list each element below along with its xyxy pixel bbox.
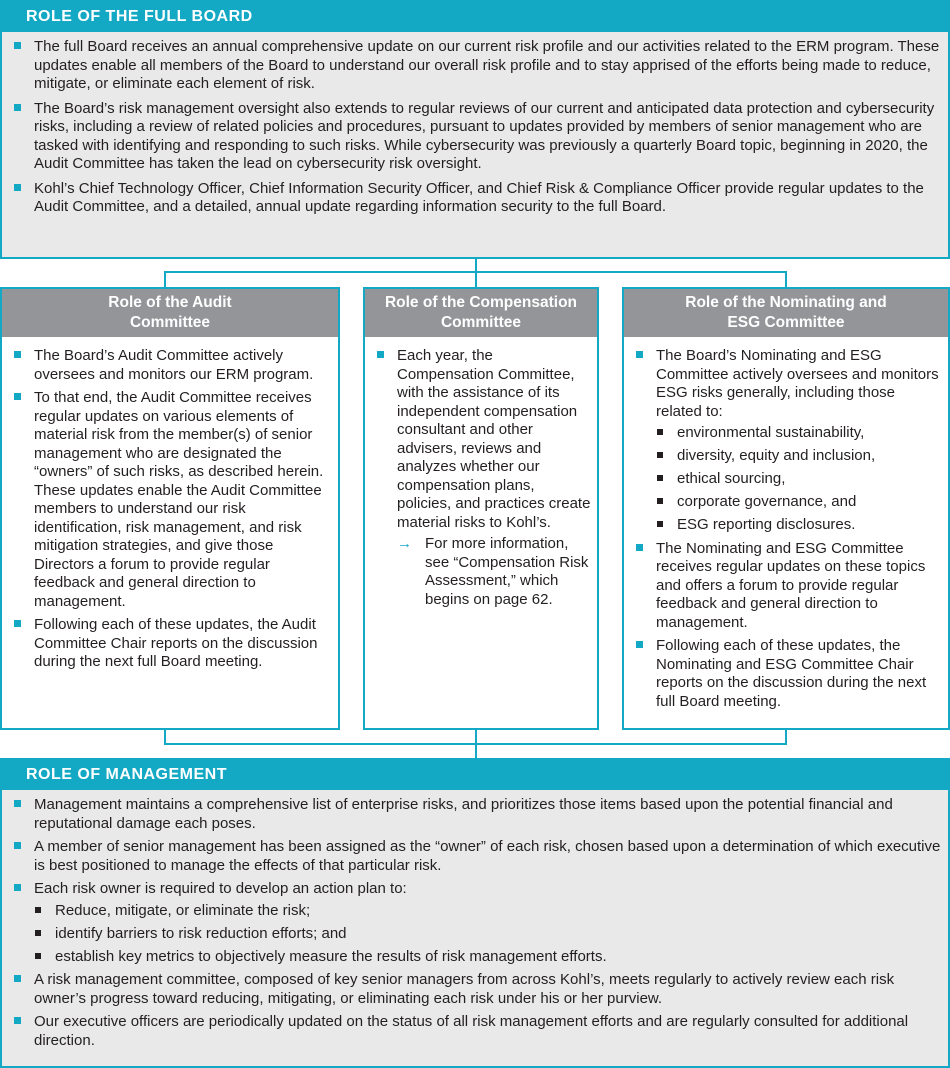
management-list bbox=[2, 790, 948, 1050]
list-item: Management maintains a comprehensive list of enterprise risks, and prioritizes those items based upon the potential financial and reputational damage each poses. bbox=[34, 796, 942, 833]
management-title: ROLE OF MANAGEMENT bbox=[2, 760, 948, 790]
list-item: Kohl’s Chief Technology Officer, Chief Information Security Officer, and Chief Risk & Compliance Officer provide regular updates to the Audit Committee, and a detailed, annual update regarding information security to the full Board. bbox=[34, 180, 942, 217]
nominating-esg-committee-title bbox=[624, 289, 948, 337]
management-panel bbox=[0, 758, 950, 1068]
list-item: The Board’s risk management oversight also extends to regular reviews of our current and anticipated data protection and cybersecurity risks, including a review of related policies and procedures, pursuant to updates provided by members of senior management who are tasked with identifying and responding to such risks. While cybersecurity was previously a quarterly Board topic, beginning in 2020, the Audit Committee has taken the lead on cybersecurity risk oversight. bbox=[34, 100, 942, 174]
list-item bbox=[34, 880, 942, 966]
esg-topic-item: ESG reporting disclosures. bbox=[656, 516, 942, 535]
list-item-text: The Board’s Nominating and ESG Committee actively oversees and monitors ESG risks generally, including those related to: bbox=[656, 347, 939, 420]
list-item-text: Each year, the Compensation Committee, with the assistance of its independent compensation consultant and other advisers, reviews and analyzes whether our compensation plans, policies, and practices create material risks to Kohl’s. bbox=[397, 347, 591, 531]
audit-committee-list bbox=[2, 337, 338, 672]
audit-committee-title-line1: Role of the Audit bbox=[108, 294, 232, 311]
compensation-committee-box bbox=[363, 287, 599, 730]
esg-topic-item: ethical sourcing, bbox=[656, 470, 942, 489]
connector-bottom-horizontal bbox=[164, 743, 787, 745]
action-plan-item: establish key metrics to objectively measure the results of risk management efforts. bbox=[34, 948, 942, 967]
full-board-title: ROLE OF THE FULL BOARD bbox=[2, 2, 948, 32]
connector-top-audit bbox=[164, 271, 166, 288]
connector-top-compensation bbox=[475, 271, 477, 288]
action-plan-list bbox=[34, 902, 942, 967]
action-plan-item: Reduce, mitigate, or eliminate the risk; bbox=[34, 902, 942, 921]
connector-top-nominating bbox=[785, 271, 787, 288]
nominating-esg-committee-list bbox=[624, 337, 948, 711]
list-item: The Board’s Audit Committee actively oversees and monitors our ERM program. bbox=[34, 347, 332, 384]
arrow-right-icon: → bbox=[397, 535, 412, 552]
audit-committee-title-line2: Committee bbox=[129, 313, 211, 331]
list-item-text: Each risk owner is required to develop an action plan to: bbox=[34, 880, 407, 897]
full-board-list bbox=[2, 32, 948, 217]
action-plan-item: identify barriers to risk reduction efforts; and bbox=[34, 925, 942, 944]
esg-topic-item: diversity, equity and inclusion, bbox=[656, 447, 942, 466]
compensation-committee-title-line1: Role of the Compensation bbox=[384, 294, 578, 311]
compensation-committee-title-line2: Committee bbox=[440, 313, 522, 331]
list-item bbox=[656, 347, 942, 535]
compensation-committee-title bbox=[365, 289, 597, 337]
list-item: Following each of these updates, the Audit Committee Chair reports on the discussion during the next full Board meeting. bbox=[34, 616, 332, 672]
nominating-esg-committee-title-line1: Role of the Nominating and bbox=[685, 294, 887, 311]
audit-committee-box bbox=[0, 287, 340, 730]
compensation-risk-note bbox=[397, 535, 591, 609]
nominating-esg-committee-title-line2: ESG Committee bbox=[727, 313, 845, 331]
esg-topic-item: environmental sustainability, bbox=[656, 424, 942, 443]
esg-topics-list bbox=[656, 424, 942, 535]
audit-committee-title bbox=[2, 289, 338, 337]
list-item: The full Board receives an annual comprehensive update on our current risk profile and our activities related to the ERM program. These updates enable all members of the Board to understand our overall risk profile and to stay apprised of the efforts being made to reduce, mitigate, or eliminate each element of risk. bbox=[34, 38, 942, 94]
compensation-committee-list bbox=[365, 337, 597, 609]
list-item: Following each of these updates, the Nominating and ESG Committee Chair reports on the discussion during the next full Board meeting. bbox=[656, 637, 942, 711]
list-item: The Nominating and ESG Committee receives regular updates on these topics and offers a forum to provide regular feedback and general direction to management. bbox=[656, 540, 942, 633]
full-board-panel bbox=[0, 0, 950, 259]
list-item: To that end, the Audit Committee receives regular updates on various elements of material risk from the member(s) of senior management who are designated the “owners” of such risks, as described herein. These updates enable the Audit Committee members to understand our risk identification, risk management, and risk mitigation strategies, and give those Directors a forum to provide regular feedback and general direction to management. bbox=[34, 389, 332, 611]
list-item: Our executive officers are periodically updated on the status of all risk management efforts and are regularly consulted for additional direction. bbox=[34, 1013, 942, 1050]
compensation-risk-note-text: For more information, see “Compensation Risk Assessment,” which begins on page 62. bbox=[425, 535, 589, 608]
nominating-esg-committee-box bbox=[622, 287, 950, 730]
esg-topic-item: corporate governance, and bbox=[656, 493, 942, 512]
list-item: A member of senior management has been assigned as the “owner” of each risk, chosen based upon a determination of which executive is best positioned to manage the effects of that particular risk. bbox=[34, 838, 941, 874]
list-item: A risk management committee, composed of key senior managers from across Kohl’s, meets regularly to actively review each risk owner’s progress toward reducing, mitigating, or eliminating each risk under his or her purview. bbox=[34, 971, 942, 1008]
list-item bbox=[397, 347, 591, 609]
